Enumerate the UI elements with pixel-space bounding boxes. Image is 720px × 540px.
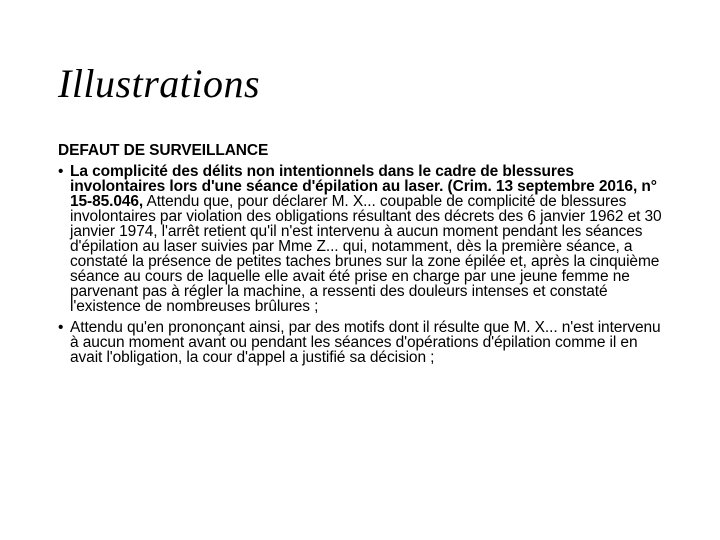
slide-title: Illustrations — [58, 61, 261, 106]
bullet-2-text: Attendu qu'en prononçant ainsi, par des motifs dont il résulte que M. X... n'est intervenu à aucun moment avant ou pendant les séances d'opérations d'épilation comme il en avait l'obligation, la cour d'appel a justifié sa décision ; — [70, 319, 661, 366]
bullet-list — [58, 164, 668, 365]
bullet-item-1 — [58, 164, 668, 314]
bullet-item-2 — [58, 320, 668, 365]
section-heading: DEFAUT DE SURVEILLANCE — [58, 142, 269, 159]
bullet-marker-icon: • — [58, 319, 64, 336]
bullet-marker-icon: • — [58, 163, 64, 180]
bullet-1-text: Attendu que, pour déclarer M. X... coupable de complicité de blessures involontaires par violation des obligations résultant des décrets des 6 janvier 1962 et 30 janvier 1974, l'arrêt retient qu'il n'est intervenu à aucun moment pendant les séances d'épilation au laser suivies par Mme Z... qui, notamment, dès la première séance, a constaté la présence de petites taches brunes sur la zone épilée et, après la cinquième séance au cours de laquelle elle avait été prise en charge par une jeune femme ne parvenant pas à régler la machine, a ressenti des douleurs intenses et constaté l'existence de nombreuses brûlures ; — [70, 193, 662, 315]
slide-content — [58, 143, 668, 371]
bullet-1-bold-text: La complicité des délits non intentionnels dans le cadre de blessures involontaires lors d'une séance d'épilation au laser. (Crim. 13 septembre 2016, n° 15-85.046, — [70, 163, 657, 210]
